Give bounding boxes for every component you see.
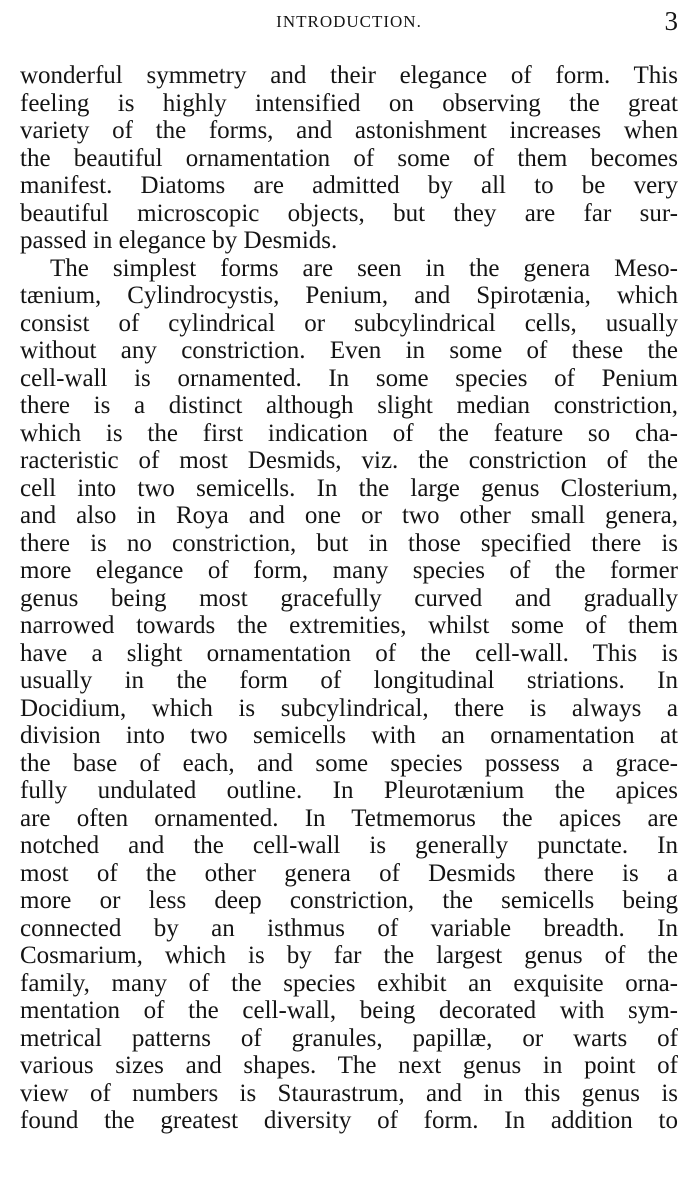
book-page <box>20 0 678 1200</box>
text-line: are often ornamented. In Tetmemorus the apices are <box>20 804 678 832</box>
running-head: INTRODUCTION. <box>276 12 422 31</box>
text-line: most of the other genera of Desmids there is a <box>20 859 678 887</box>
text-line: Docidium, which is subcylindrical, there is always a <box>20 694 678 722</box>
text-line: narrowed towards the extremities, whilst some of them <box>20 612 678 639</box>
text-line: have a slight ornamentation of the cell-wall. This is <box>20 639 678 667</box>
text-line: the base of each, and some species possess a grace- <box>20 749 678 777</box>
text-line: metrical patterns of granules, papillæ, or warts of <box>20 1024 678 1052</box>
text-line: passed in elegance by Desmids. <box>20 227 338 254</box>
page-header <box>20 8 678 40</box>
body-text <box>20 62 678 1135</box>
text-line: various sizes and shapes. The next genus in point of <box>20 1052 678 1079</box>
text-line: the beautiful ornamentation of some of them becomes <box>20 144 678 172</box>
text-line: fully undulated outline. In Pleurotænium the apices <box>20 777 678 804</box>
text-line: beautiful microscopic objects, but they are far sur- <box>20 199 678 227</box>
text-line: notched and the cell-wall is generally punctate. In <box>20 832 678 859</box>
text-line: manifest. Diatoms are admitted by all to be very <box>20 172 678 199</box>
paragraph-2 <box>20 255 678 1135</box>
text-line: The simplest forms are seen in the genera Meso- <box>50 254 678 282</box>
text-line: and also in Roya and one or two other small genera, <box>20 502 678 529</box>
text-line: division into two semicells with an ornamentation at <box>20 722 678 749</box>
text-line: consist of cylindrical or subcylindrical cells, usually <box>20 309 678 337</box>
text-line: cell-wall is ornamented. In some species of Penium <box>20 364 678 392</box>
text-line: mentation of the cell-wall, being decorated with sym- <box>20 997 678 1024</box>
text-line: usually in the form of longitudinal striations. In <box>20 667 678 694</box>
text-line: tænium, Cylindrocystis, Penium, and Spirotænia, which <box>20 282 678 309</box>
text-line: family, many of the species exhibit an exquisite orna- <box>20 969 678 997</box>
text-line: wonderful symmetry and their elegance of form. This <box>20 62 678 89</box>
text-line: found the greatest diversity of form. In addition to <box>20 1107 678 1134</box>
text-line: cell into two semicells. In the large genus Closterium, <box>20 474 678 502</box>
text-line: there is a distinct although slight median constriction, <box>20 392 678 419</box>
paragraph-1 <box>20 62 678 255</box>
text-line: without any constriction. Even in some of these the <box>20 337 678 364</box>
text-line: Cosmarium, which is by far the largest genus of the <box>20 942 678 969</box>
text-line: variety of the forms, and astonishment increases when <box>20 117 678 144</box>
text-line: there is no constriction, but in those specified there is <box>20 529 678 557</box>
text-line: which is the first indication of the feature so cha- <box>20 419 678 447</box>
text-line: racteristic of most Desmids, viz. the constriction of the <box>20 447 678 474</box>
page-number: 3 <box>664 6 678 36</box>
text-line: feeling is highly intensified on observing the great <box>20 89 678 117</box>
text-line: genus being most gracefully curved and gradually <box>20 584 678 612</box>
text-line: view of numbers is Staurastrum, and in this genus is <box>20 1079 678 1107</box>
text-line: connected by an isthmus of variable breadth. In <box>20 914 678 942</box>
text-line: more elegance of form, many species of the former <box>20 557 678 584</box>
text-line: more or less deep constriction, the semicells being <box>20 887 678 914</box>
